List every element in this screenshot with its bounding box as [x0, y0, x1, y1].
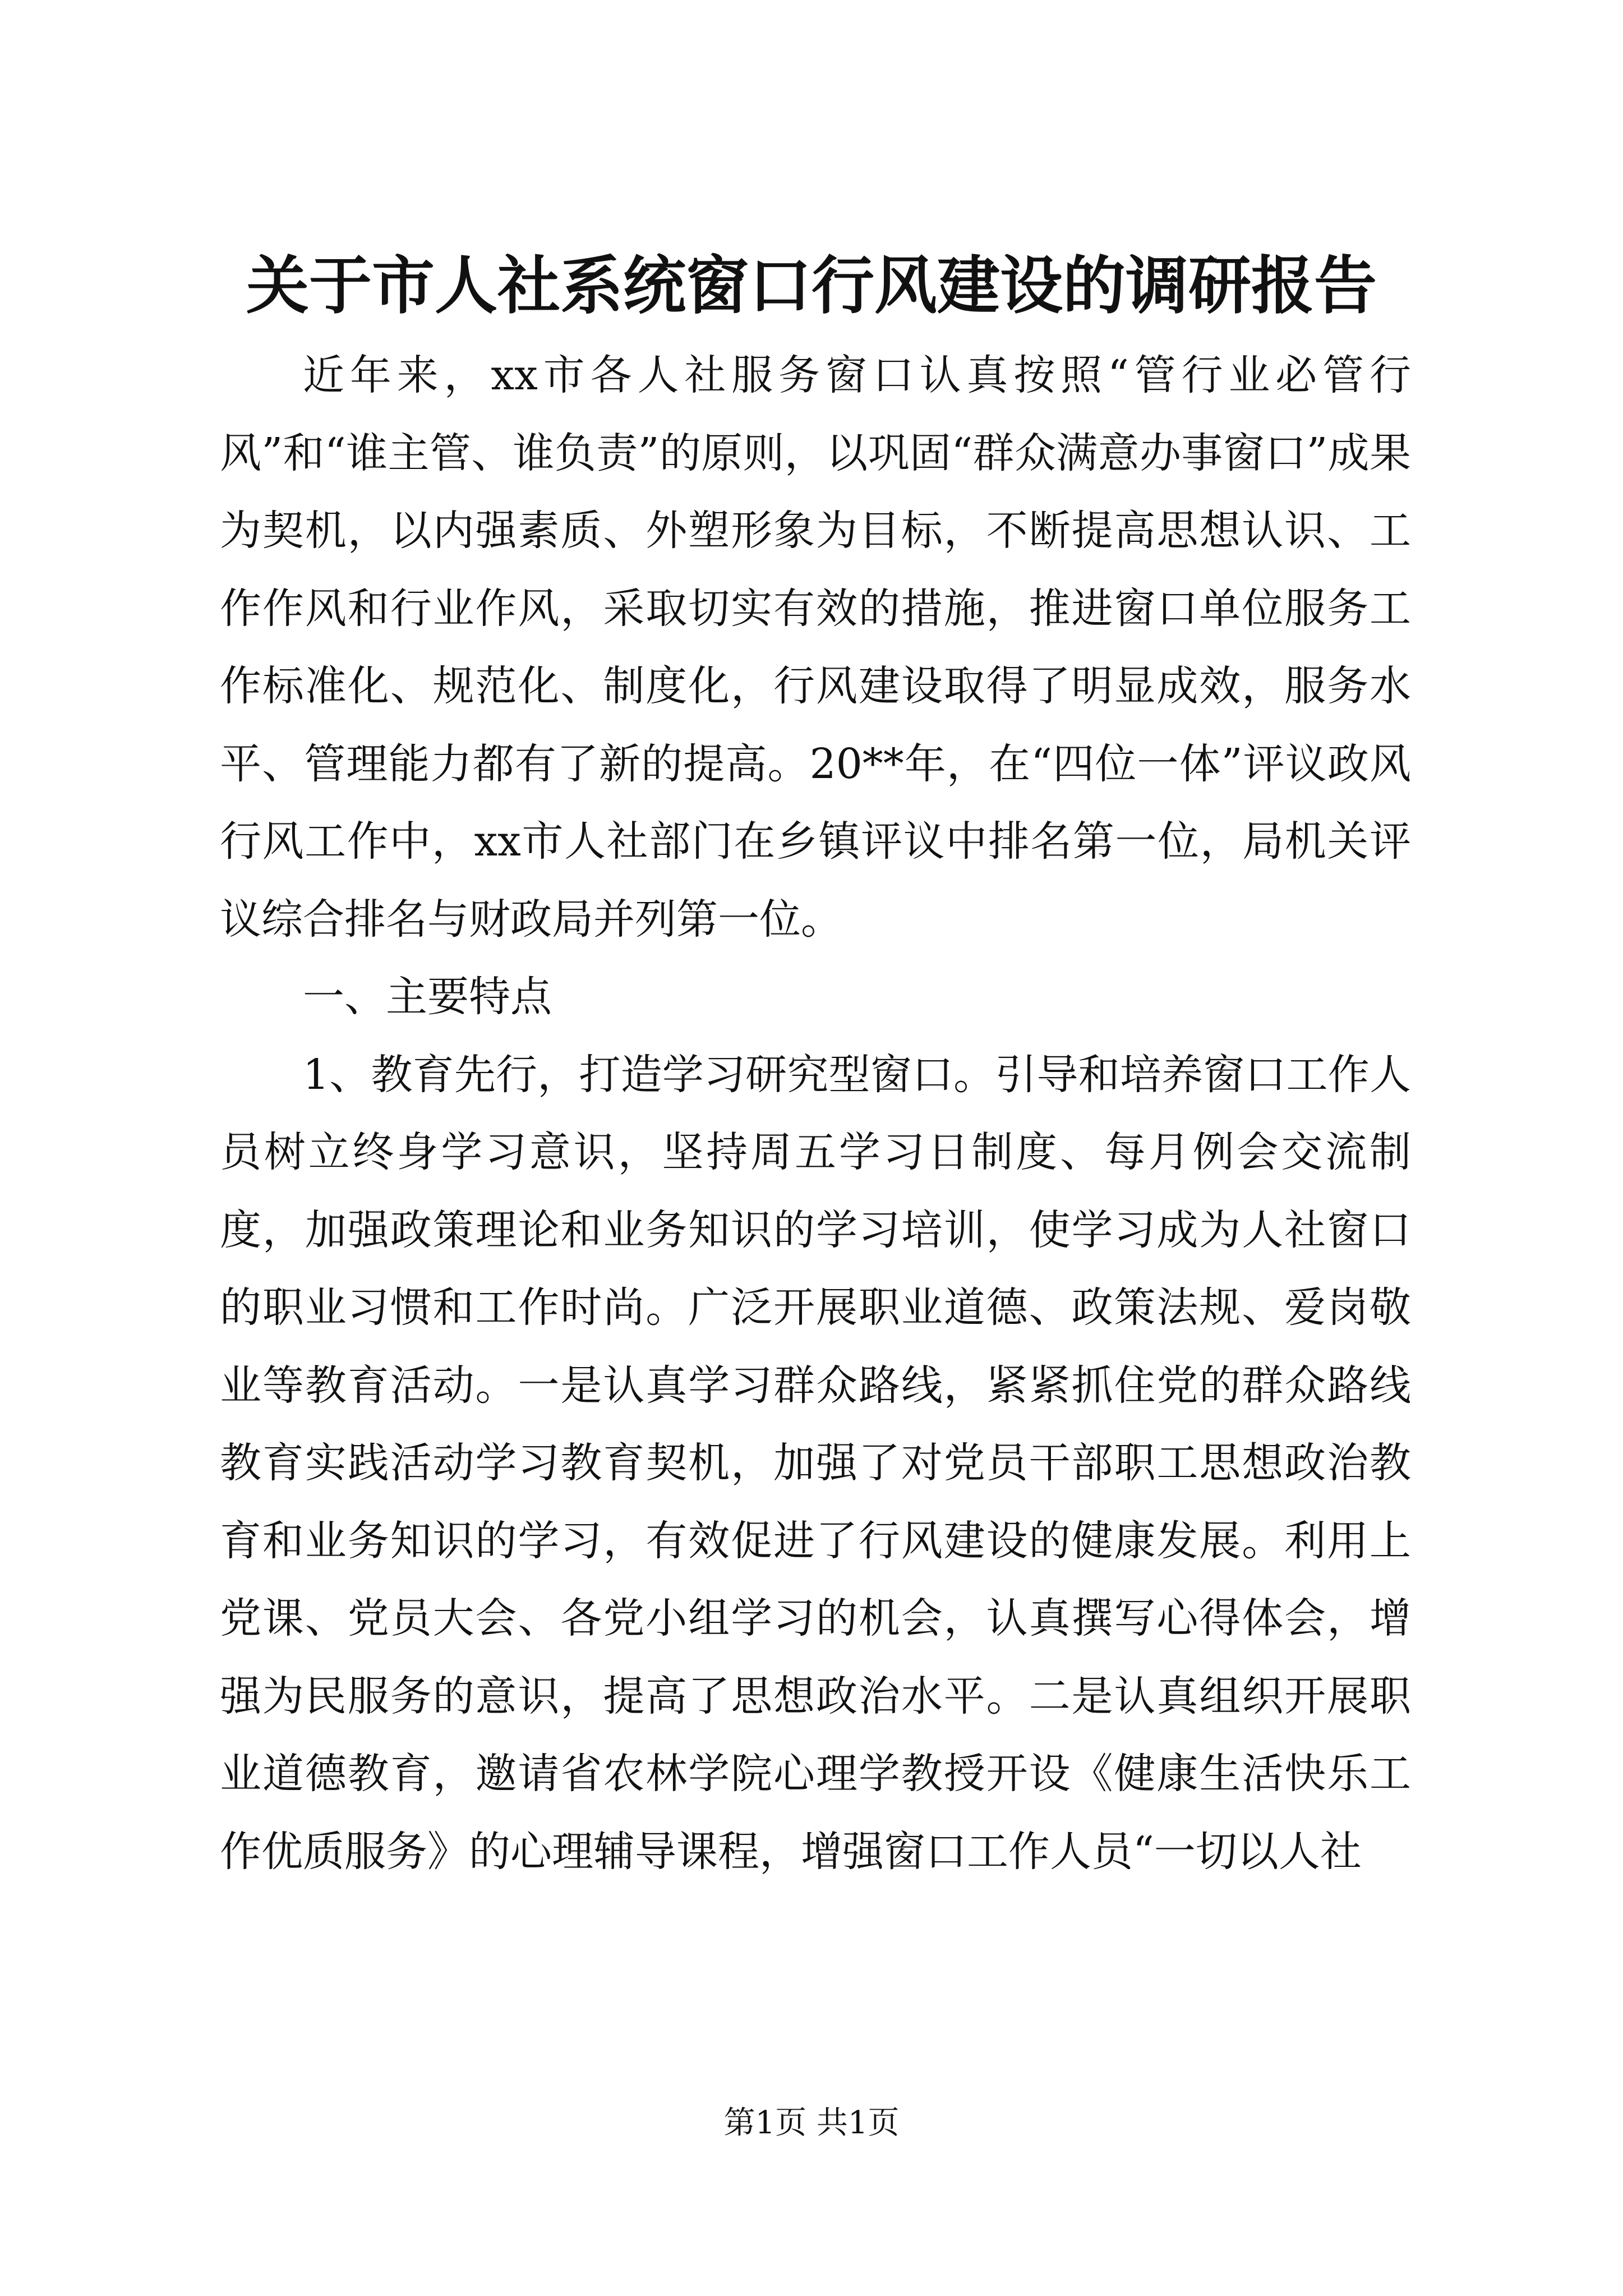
- section-heading-main-features: 一、主要特点: [303, 973, 552, 1021]
- page-footer: 第1页 共1页: [723, 2105, 900, 2141]
- document-title: 关于市人社系统窗口行风建设的调研报告: [246, 249, 1377, 323]
- document-body: [220, 337, 1411, 1890]
- paragraph-education-first: 1、教育先行，打造学习研究型窗口。引导和培养窗口工作人员树立终身学习意识，坚持周五学习日制度、每月例会交流制度，加强政策理论和业务知识的学习培训，使学习成为人社窗口的职业习惯和工作时尚。广泛开展职业道德、政策法规、爱岗敬业等教育活动。一是认真学习群众路线，紧紧抓住党的群众路线教育实践活动学习教育契机，加强了对党员干部职工思想政治教育和业务知识的学习，有效促进了行风建设的健康发展。利用上党课、党员大会、各党小组学习的机会，认真撰写心得体会，增强为民服务的意识，提高了思想政治水平。二是认真组织开展职业道德教育，邀请省农林学院心理学教授开设《健康生活快乐工作优质服务》的心理辅导课程，增强窗口工作人员“一切以人社: [220, 1050, 1411, 1876]
- paragraph-intro: 近年来，xx市各人社服务窗口认真按照“管行业必管行风”和“谁主管、谁负责”的原则，以巩固“群众满意办事窗口”成果为契机，以内强素质、外塑形象为目标，不断提高思想认识、工作作风和行业作风，采取切实有效的措施，推进窗口单位服务工作标准化、规范化、制度化，行风建设取得了明显成效，服务水平、管理能力都有了新的提高。20**年，在“四位一体”评议政风行风工作中，xx市人社部门在乡镇评议中排名第一位，局机关评议综合排名与财政局并列第一位。: [220, 351, 1411, 944]
